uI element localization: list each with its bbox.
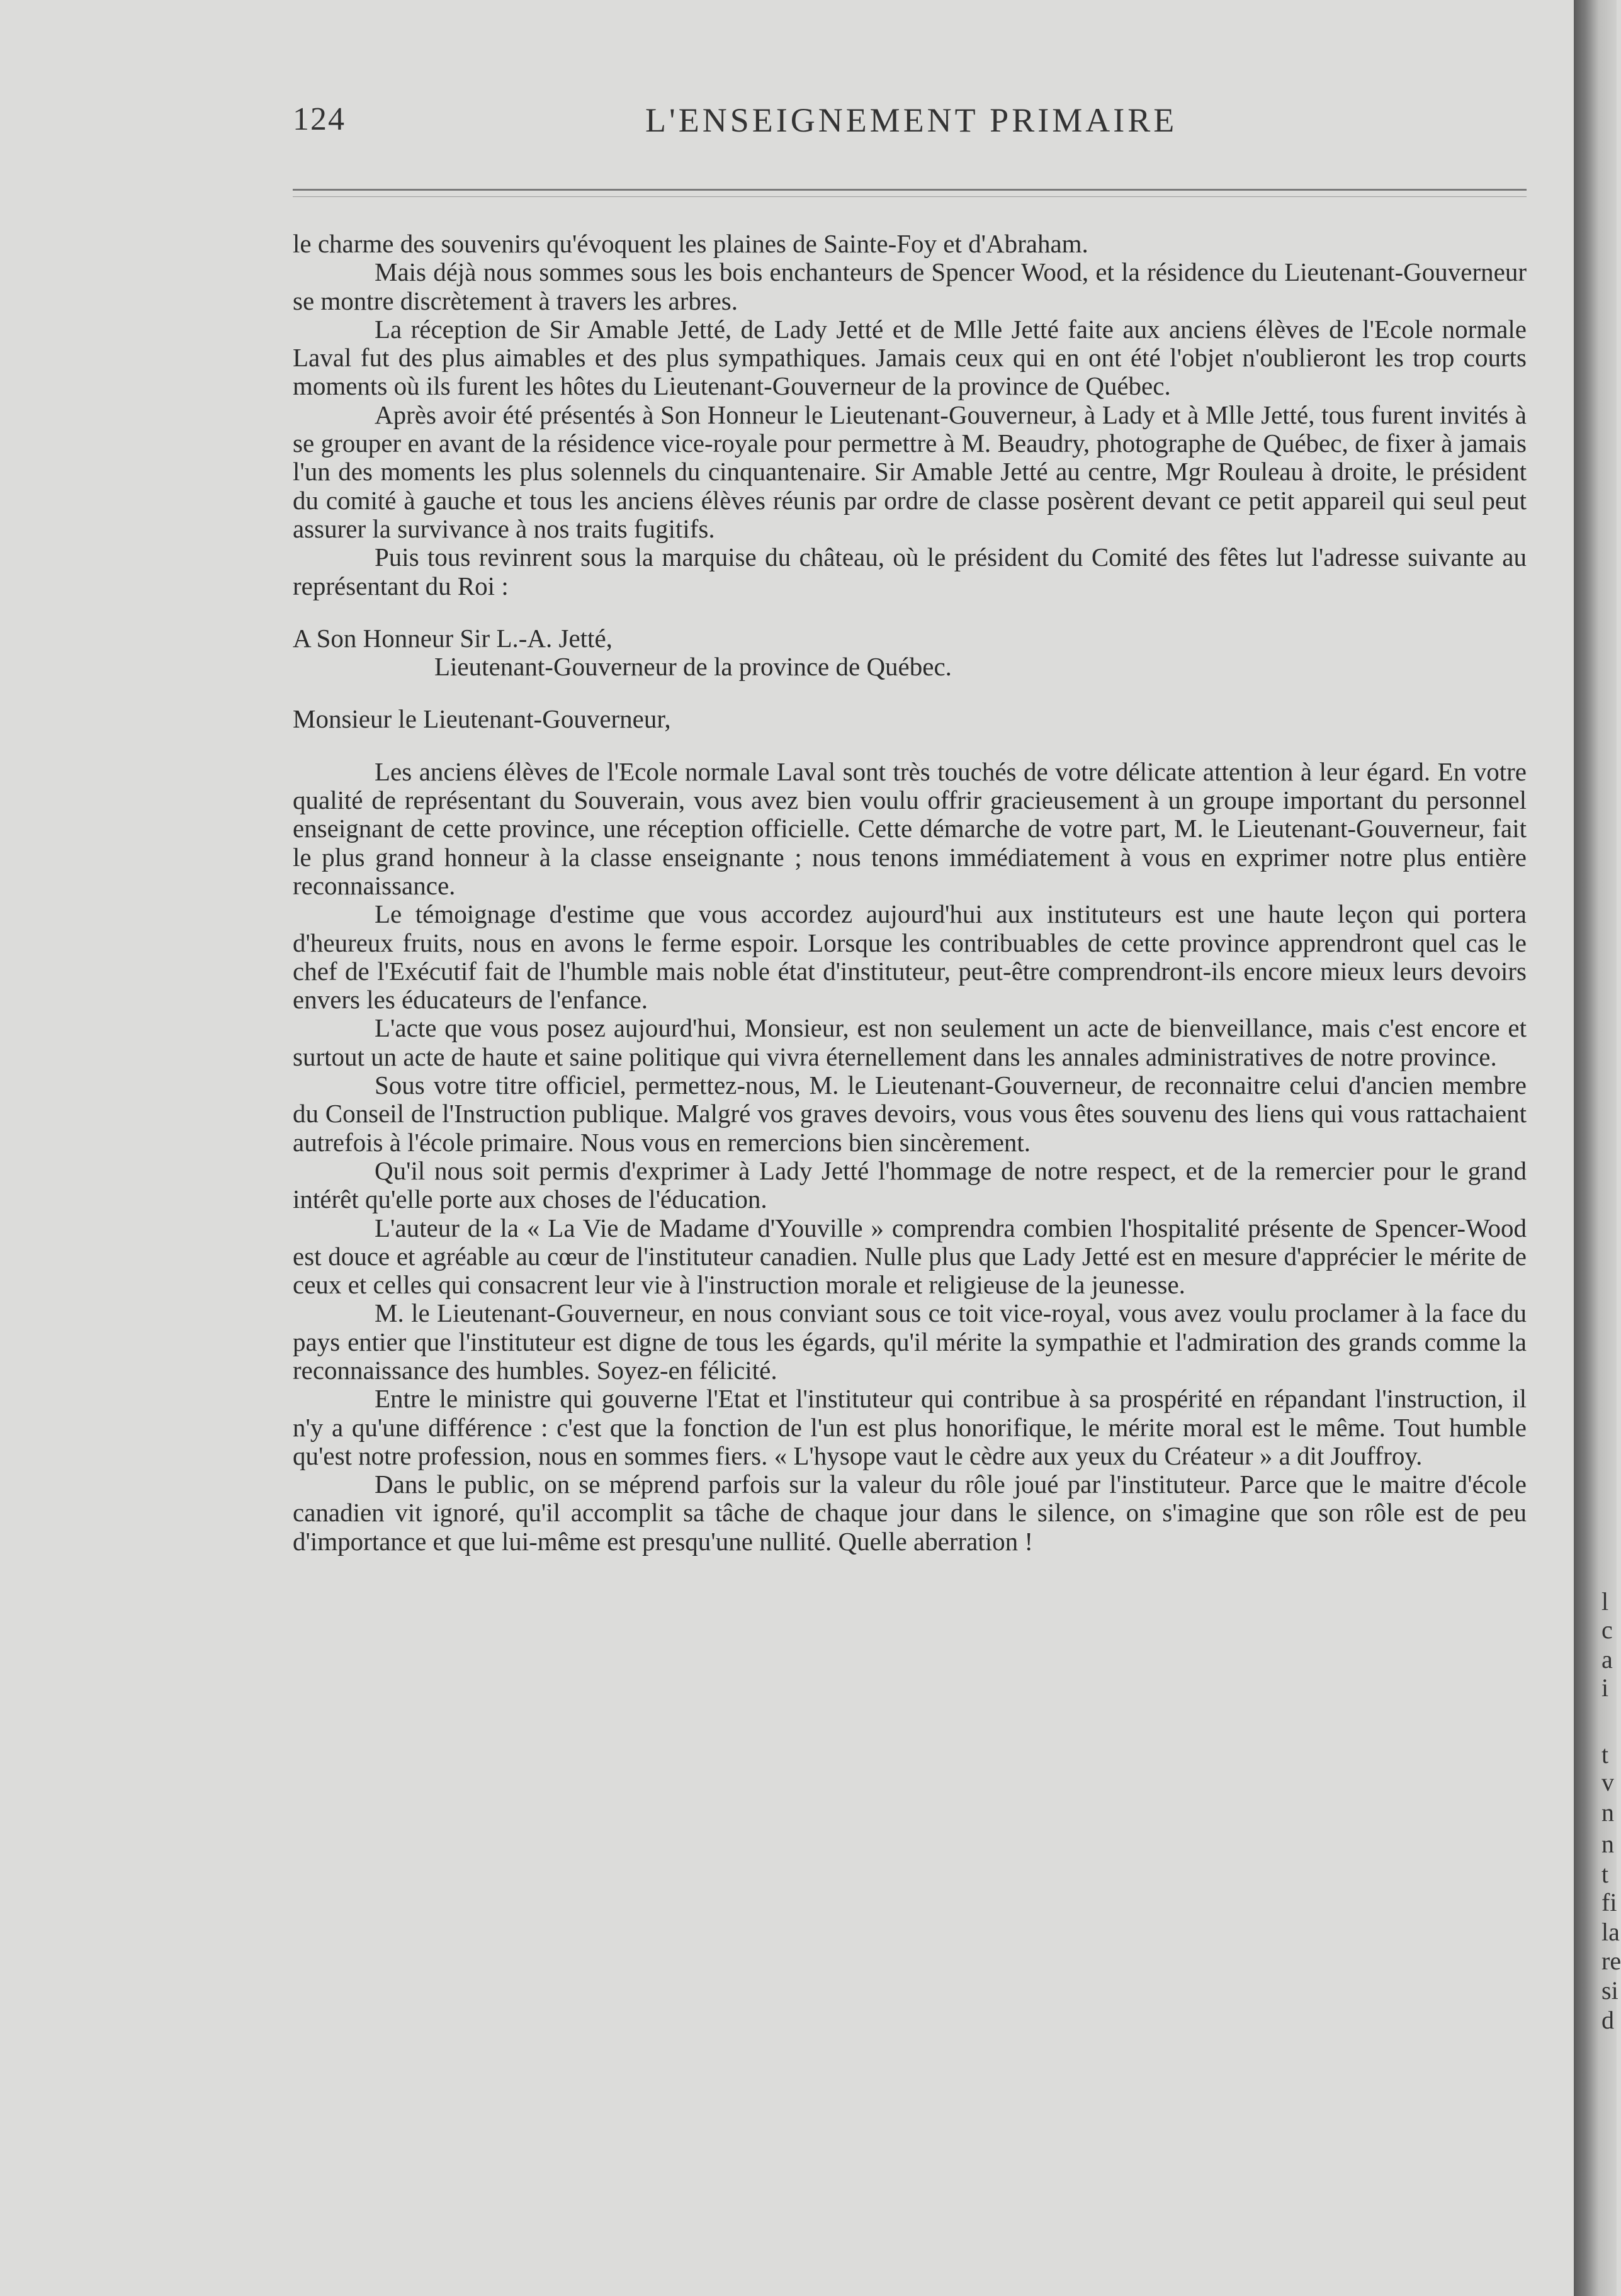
- header-rule-thin: [293, 196, 1527, 197]
- header-rule: [293, 189, 1527, 191]
- facing-page-fragment: t: [1601, 1740, 1609, 1769]
- facing-page-fragment: la: [1601, 1918, 1620, 1946]
- paragraph: Dans le public, on se méprend parfois sur la valeur du rôle joué par l'instituteur. Parce que le maitre d'école canadien vit ignoré, qu'il accomplit sa tâche de chaque jour dans le silence, on s'imagine que son rôle est de peu d'importance et que lui-même est presqu'une nullité. Quelle aberration !: [293, 1470, 1527, 1556]
- facing-page-fragment: t: [1601, 1860, 1609, 1888]
- paragraph: M. le Lieutenant-Gouverneur, en nous conviant sous ce toit vice-royal, vous avez voulu proclamer à la face du pays entier que l'instituteur est digne de tous les égards, qu'il mérite la sympathie et l'admiration des grands comme la reconnaissance des humbles. Soyez-en félicité.: [293, 1298, 1527, 1385]
- facing-page-fragment: d: [1601, 2006, 1614, 2034]
- page-body: [293, 230, 1527, 1556]
- facing-page-fragment: v: [1601, 1768, 1614, 1796]
- salutation: Monsieur le Lieutenant-Gouverneur,: [293, 704, 671, 734]
- addressee-title-line: Lieutenant-Gouverneur de la province de Québec.: [434, 652, 952, 682]
- facing-page-fragment: n: [1601, 1798, 1614, 1826]
- facing-page-edge: [1574, 0, 1621, 2296]
- paragraph: Qu'il nous soit permis d'exprimer à Lady Jetté l'hommage de notre respect, et de la remercier pour le grand intérêt qu'elle porte aux choses de l'éducation.: [293, 1156, 1527, 1214]
- paragraph-continuation: le charme des souvenirs qu'évoquent les plaines de Sainte-Foy et d'Abraham.: [293, 229, 1088, 258]
- facing-page-fragment: fi: [1601, 1888, 1617, 1916]
- facing-page-fragment: a: [1601, 1645, 1613, 1674]
- paragraph: Après avoir été présentés à Son Honneur le Lieutenant-Gouverneur, à Lady et à Mlle Jetté, tous furent invités à se grouper en avant de la résidence vice-royale pour permettre à M. Beaudry, photographe de Québec, de fixer à jamais l'un des moments les plus solennels du cinquantenaire. Sir Amable Jetté au centre, Mgr Rouleau à droite, le président du comité à gauche et tous les anciens élèves réunis par ordre de classe posèrent devant ce petit appareil qui seul peut assurer la survivance à nos traits fugitifs.: [293, 400, 1527, 543]
- paragraph: Entre le ministre qui gouverne l'Etat et l'instituteur qui contribue à sa prospérité en répandant l'instruction, il n'y a qu'une différence : c'est que la fonction de l'un est plus honorifique, le mérite moral est le même. Tout humble qu'est notre profession, nous en sommes fiers. « L'hysope vaut le cèdre aux yeux du Créateur » a dit Jouffroy.: [293, 1384, 1527, 1470]
- paragraph: Le témoignage d'estime que vous accordez aujourd'hui aux instituteurs est une haute leçon qui portera d'heureux fruits, nous en avons le ferme espoir. Lorsque les contribuables de cette province apprendront quel cas le chef de l'Exécutif fait de l'humble mais noble état d'instituteur, peut-être comprendront-ils encore mieux leurs devoirs envers les éducateurs de l'enfance.: [293, 899, 1527, 1015]
- facing-page-fragment: re: [1601, 1947, 1621, 1975]
- facing-page-fragment: n: [1601, 1830, 1614, 1858]
- page-number: 124: [293, 101, 346, 137]
- addressee-block: [293, 624, 1527, 682]
- addressee-line: A Son Honneur Sir L.-A. Jetté,: [293, 623, 613, 653]
- paragraph: Les anciens élèves de l'Ecole normale Laval sont très touchés de votre délicate attention à leur égard. En votre qualité de représentant du Souverain, vous avez bien voulu offrir gracieusement à un groupe important du personnel enseignant de cette province, une réception officielle. Cette démarche de votre part, M. le Lieutenant-Gouverneur, fait le plus grand honneur à la classe enseignante ; nous tenons immédiatement à vous en exprimer notre plus entière reconnaissance.: [293, 757, 1527, 900]
- facing-page-fragment: i: [1601, 1674, 1609, 1702]
- facing-page-fragment: l: [1601, 1587, 1609, 1616]
- paragraph: L'acte que vous posez aujourd'hui, Monsieur, est non seulement un acte de bienveillance, mais c'est encore et surtout un acte de haute et saine politique qui vivra éternellement dans les annales administratives de notre province.: [293, 1013, 1527, 1071]
- paragraph: Sous votre titre officiel, permettez-nous, M. le Lieutenant-Gouverneur, de reconnaitre celui d'ancien membre du Conseil de l'Instruction publique. Malgré vos graves devoirs, vous vous êtes souvenu des liens qui vous rattachaient autrefois à l'école primaire. Nous vous en remercions bien sincèrement.: [293, 1071, 1527, 1157]
- paragraph: La réception de Sir Amable Jetté, de Lady Jetté et de Mlle Jetté faite aux anciens élèves de l'Ecole normale Laval fut des plus aimables et des plus sympathiques. Jamais ceux qui en ont été l'objet n'oublieront les trop courts moments où ils furent les hôtes du Lieutenant-Gouverneur de la province de Québec.: [293, 314, 1527, 401]
- paragraph: Mais déjà nous sommes sous les bois enchanteurs de Spencer Wood, et la résidence du Lieutenant-Gouverneur se montre discrètement à travers les arbres.: [293, 257, 1527, 315]
- page-header: [293, 101, 1527, 145]
- paragraph: Puis tous revinrent sous la marquise du château, où le président du Comité des fêtes lut l'adresse suivante au représentant du Roi :: [293, 543, 1527, 600]
- running-title: L'ENSEIGNEMENT PRIMAIRE: [645, 101, 1178, 139]
- facing-page-fragment: si: [1601, 1976, 1618, 2005]
- paragraph: L'auteur de la « La Vie de Madame d'Youville » comprendra combien l'hospitalité présente de Spencer-Wood est douce et agréable au cœur de l'instituteur canadien. Nulle plus que Lady Jetté est en mesure d'apprécier le mérite de ceux et celles qui consacrent leur vie à l'instruction morale et religieuse de la jeunesse.: [293, 1213, 1527, 1300]
- facing-page-fragment: c: [1601, 1616, 1613, 1644]
